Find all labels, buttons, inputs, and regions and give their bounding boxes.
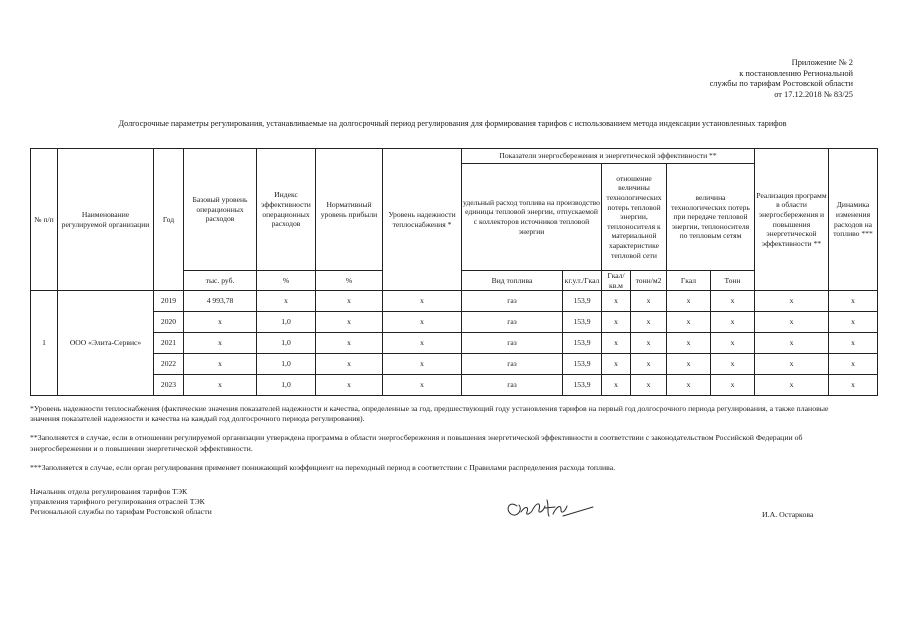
cell-fuel-type: газ: [462, 333, 563, 354]
document-title: Долгосрочные параметры регулирования, устанавливаемые на долгосрочный период регулирования для формирования тарифов с использованием метода индексации установленных тарифов: [118, 119, 787, 128]
signatory-position-line-3: Региональной службы по тарифам Ростовской области: [30, 507, 212, 517]
header-profit: Нормативный уровень прибыли: [316, 149, 383, 271]
org-name: ООО «Элита-Сервис»: [58, 291, 154, 396]
cell-reliability: x: [383, 354, 462, 375]
cell-loss-ratio-2: x: [631, 375, 667, 396]
cell-base-costs: x: [184, 333, 257, 354]
header-programs: Реализация программ в области энергосбережения и повышения энергетической эффективности **: [755, 149, 829, 291]
cell-dynamics: x: [829, 291, 878, 312]
header-year: Год: [154, 149, 184, 291]
cell-fuel-rate: 153,9: [563, 375, 602, 396]
header-energy-group: Показатели энергосбережения и энергетической эффективности **: [462, 149, 755, 164]
cell-fuel-type: газ: [462, 312, 563, 333]
table-row: [31, 312, 878, 333]
cell-profit: x: [316, 354, 383, 375]
header-org: Наименование регулируемой организации: [58, 149, 154, 291]
cell-loss-value-2: x: [711, 375, 755, 396]
table-row: [31, 375, 878, 396]
unit-loss-value-2: Тонн: [711, 271, 755, 291]
cell-loss-ratio-2: x: [631, 291, 667, 312]
cell-loss-ratio-1: x: [602, 354, 631, 375]
cell-base-costs: x: [184, 312, 257, 333]
cell-dynamics: x: [829, 312, 878, 333]
cell-loss-ratio-2: x: [631, 354, 667, 375]
appendix-line-4: от 17.12.2018 № 83/25: [774, 89, 853, 99]
header-row-1: [31, 149, 878, 164]
cell-loss-value-1: x: [667, 375, 711, 396]
unit-loss-value-1: Гкал: [667, 271, 711, 291]
cell-year: 2019: [154, 291, 184, 312]
cell-fuel-type: газ: [462, 354, 563, 375]
cell-dynamics: x: [829, 375, 878, 396]
unit-eff-index: %: [257, 271, 316, 291]
table-row: [31, 291, 878, 312]
cell-year: 2020: [154, 312, 184, 333]
footnote-energy-program: **Заполняется в случае, если в отношении регулируемой организации утверждена программа в области энергосбережения и повышения энергетической эффективности в соответствии с законодательством Российской Федерации об энергосбережении и о повышении энергетической эффективности.: [30, 433, 803, 453]
parameters-table: [30, 148, 878, 396]
table-row: [31, 333, 878, 354]
cell-fuel-rate: 153,9: [563, 291, 602, 312]
cell-loss-value-2: x: [711, 291, 755, 312]
cell-programs: x: [755, 333, 829, 354]
cell-base-costs: x: [184, 354, 257, 375]
cell-loss-value-1: x: [667, 312, 711, 333]
cell-fuel-rate: 153,9: [563, 333, 602, 354]
unit-profit: %: [316, 271, 383, 291]
cell-profit: x: [316, 291, 383, 312]
cell-loss-value-2: x: [711, 312, 755, 333]
cell-reliability: x: [383, 291, 462, 312]
cell-loss-ratio-1: x: [602, 291, 631, 312]
signatory-position: [30, 487, 212, 518]
org-number: 1: [31, 291, 58, 396]
unit-loss-ratio-1: Гкал/ кв.м: [602, 271, 631, 291]
cell-reliability: x: [383, 312, 462, 333]
cell-loss-ratio-1: x: [602, 333, 631, 354]
cell-loss-value-1: x: [667, 291, 711, 312]
footnote-reliability: *Уровень надежности теплоснабжения (фактические значения показателей надежности и качества, определенные за год, предшествующий году установления тарифов на первый год долгосрочного периода регулирования, а также плановые значения показателей надежности и качества на каждый год долгосрочного периода регулирования).: [30, 404, 829, 424]
footnote-fuel-dynamics: ***Заполняется в случае, если орган регулирования применяет понижающий коэффициент на переходный период в соответствии с Правилами распределения расхода топлива.: [30, 462, 616, 472]
cell-base-costs: x: [184, 375, 257, 396]
cell-loss-value-2: x: [711, 333, 755, 354]
signatory-position-line-2: управления тарифного регулирования отраслей ТЭК: [30, 497, 205, 507]
cell-eff-index: x: [257, 291, 316, 312]
cell-eff-index: 1,0: [257, 333, 316, 354]
header-dynamics: Динамика изменения расходов на топливо ***: [829, 149, 878, 291]
cell-reliability: x: [383, 375, 462, 396]
handwritten-signature: [503, 494, 595, 522]
cell-year: 2021: [154, 333, 184, 354]
cell-year: 2022: [154, 354, 184, 375]
signatory-name: И.А. Остаркова: [762, 510, 814, 519]
header-reliability: Уровень надежности теплоснабжения *: [383, 149, 462, 291]
header-loss-ratio: отношение величины технологических потерь тепловой энергии, теплоносителя к материальной характеристике тепловой сети: [602, 164, 667, 271]
cell-programs: x: [755, 354, 829, 375]
cell-profit: x: [316, 312, 383, 333]
header-eff-index: Индекс эффективности операционных расходов: [257, 149, 316, 271]
cell-eff-index: 1,0: [257, 312, 316, 333]
cell-loss-ratio-2: x: [631, 312, 667, 333]
cell-loss-ratio-1: x: [602, 312, 631, 333]
cell-year: 2023: [154, 375, 184, 396]
header-base-costs: Базовый уровень операционных расходов: [184, 149, 257, 271]
cell-base-costs: 4 993,78: [184, 291, 257, 312]
cell-loss-ratio-1: x: [602, 375, 631, 396]
cell-eff-index: 1,0: [257, 354, 316, 375]
footnotes: [30, 404, 860, 482]
cell-loss-ratio-2: x: [631, 333, 667, 354]
cell-loss-value-1: x: [667, 354, 711, 375]
appendix-line-1: Приложение № 2: [791, 58, 853, 67]
unit-loss-ratio-2: тонн/м2: [631, 271, 667, 291]
appendix-header: [710, 58, 853, 100]
cell-loss-value-1: x: [667, 333, 711, 354]
header-num: № п/п: [31, 149, 58, 291]
header-loss-value: величина технологических потерь при передаче тепловой энергии, теплоносителя по тепловым сетям: [667, 164, 755, 271]
cell-dynamics: x: [829, 354, 878, 375]
cell-eff-index: 1,0: [257, 375, 316, 396]
cell-fuel-type: газ: [462, 375, 563, 396]
cell-fuel-rate: 153,9: [563, 354, 602, 375]
unit-fuel-type: Вид топлива: [462, 271, 563, 291]
header-fuel-rate: удельный расход топлива на производство единицы тепловой энергии, отпускаемой с коллекторов источников тепловой энергии: [462, 164, 602, 271]
unit-base-costs: тыс. руб.: [184, 271, 257, 291]
appendix-line-3: службы по тарифам Ростовской области: [709, 79, 853, 89]
cell-programs: x: [755, 312, 829, 333]
cell-reliability: x: [383, 333, 462, 354]
unit-fuel-rate: кг.у.т./Гкал: [563, 271, 602, 291]
cell-loss-value-2: x: [711, 354, 755, 375]
table-row: [31, 354, 878, 375]
cell-profit: x: [316, 333, 383, 354]
cell-dynamics: x: [829, 333, 878, 354]
cell-fuel-type: газ: [462, 291, 563, 312]
cell-programs: x: [755, 375, 829, 396]
cell-profit: x: [316, 375, 383, 396]
cell-programs: x: [755, 291, 829, 312]
cell-fuel-rate: 153,9: [563, 312, 602, 333]
appendix-line-2: к постановлению Региональной: [739, 68, 853, 78]
signatory-position-line-1: Начальник отдела регулирования тарифов ТЭК: [30, 487, 188, 496]
